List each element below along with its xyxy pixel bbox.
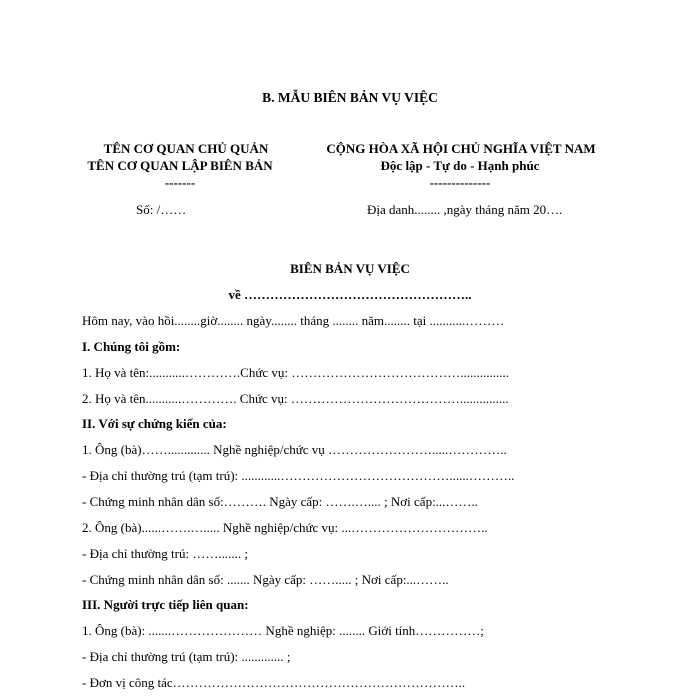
document-number: Số: /…… <box>136 202 187 217</box>
header-right-line1: CỘNG HÒA XÃ HỘI CHỦ NGHĨA VIỆT NAM <box>326 141 596 156</box>
body-line: - Đơn vị công tác………………………………………………………….. <box>82 675 466 690</box>
header-left-line2: TÊN CƠ QUAN LẬP BIÊN BẢN <box>87 158 273 173</box>
body-line: - Địa chỉ thường trú (tạm trú): ............…………………………………......……….. <box>82 468 515 483</box>
section-heading: III. Người trực tiếp liên quan: <box>82 597 249 612</box>
body-line: - Chứng minh nhân dân số:………. Ngày cấp: …….….... ; Nơi cấp:...…….. <box>82 494 478 509</box>
section-heading: II. Với sự chứng kiến của: <box>82 416 227 431</box>
body-line: 1. Ông (bà): .......………………… Nghề nghiệp: ........ Giới tính……………; <box>82 623 484 638</box>
doc-about: về …………………………………………….. <box>228 287 472 302</box>
body-line: Hôm nay, vào hồi........giờ........ ngày........ tháng ........ năm........ tại ...........……… <box>82 313 505 328</box>
body-line: 2. Ông (bà)......…….…..... Nghề nghiệp/chức vụ: ...………………………….. <box>82 520 488 535</box>
body-line: 1. Ông (bà)……............. Nghề nghiệp/chức vụ …………………….....………….. <box>82 442 507 457</box>
place-and-date: Địa danh........ ,ngày tháng năm 20…. <box>367 202 563 217</box>
header-left-line1: TÊN CƠ QUAN CHỦ QUẢN <box>103 141 269 156</box>
body-line: - Địa chỉ thường trú (tạm trú): ............. ; <box>82 649 291 664</box>
section-heading: I. Chúng tôi gồm: <box>82 339 181 354</box>
body-line: 2. Họ và tên...........…………. Chức vụ: …………………………………............... <box>82 391 509 406</box>
doc-title: BIÊN BẢN VỤ VIỆC <box>290 261 410 276</box>
header-right-dash: -------------- <box>429 175 491 190</box>
body-line: 1. Họ và tên:...........………….Chức vụ: …………………………………............... <box>82 365 510 380</box>
body-line: - Địa chỉ thường trú: ……....... ; <box>82 546 248 561</box>
header-left-dash: ------- <box>164 175 196 190</box>
body-line: - Chứng minh nhân dân số: ....... Ngày cấp: ……..... ; Nơi cấp:...…….. <box>82 572 449 587</box>
form-title: B. MẪU BIÊN BẢN VỤ VIỆC <box>262 90 438 105</box>
header-right-line2: Độc lập - Tự do - Hạnh phúc <box>380 158 540 173</box>
